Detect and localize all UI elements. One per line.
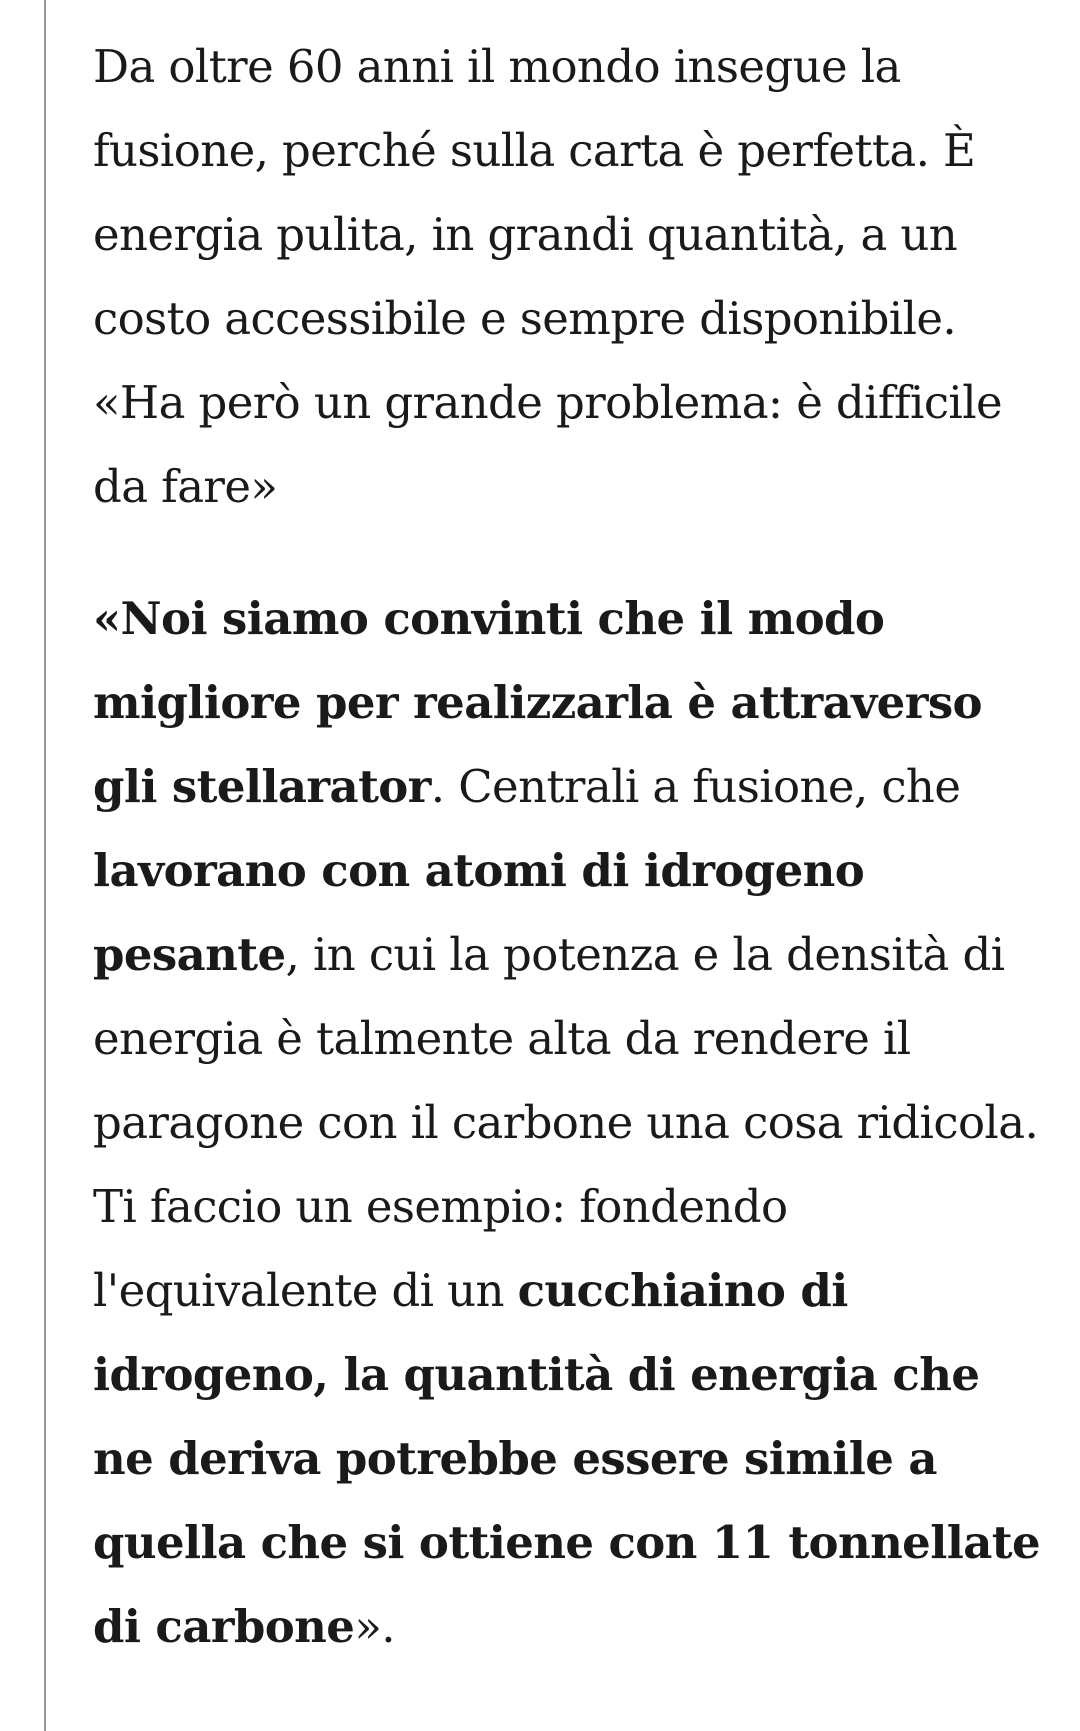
bold-text: «Noi siamo convinti che il modo migliore per realizzarla è attraverso gli stellarator bbox=[93, 592, 982, 813]
paragraph-intro: Da oltre 60 anni il mondo insegue la fusione, perché sulla carta è perfetta. È energia pulita, in grandi quantità, a un costo accessibile e sempre disponibile. «Ha però un grande problema: è difficile da fare» bbox=[93, 40, 1003, 513]
body-text: . Centrali a fusione, che bbox=[430, 760, 961, 813]
bold-text: cucchiaino di idrogeno, la quantità di energia che ne deriva potrebbe essere simile a quella che si ottiene con 11 tonnellate di carbone bbox=[93, 1264, 1040, 1653]
body-text: , in cui la potenza e la densità di energia è talmente alta da rendere il paragone con il carbone una cosa ridicola. Ti faccio un esempio: fondendo l'equivalente di un bbox=[93, 928, 1039, 1317]
bold-text: lavorano con atomi di idrogeno pesante bbox=[93, 844, 865, 981]
article-body bbox=[93, 25, 1043, 1669]
paragraph-quote bbox=[93, 577, 1043, 1669]
body-text: ». bbox=[354, 1600, 395, 1653]
left-border-line bbox=[44, 0, 46, 1731]
